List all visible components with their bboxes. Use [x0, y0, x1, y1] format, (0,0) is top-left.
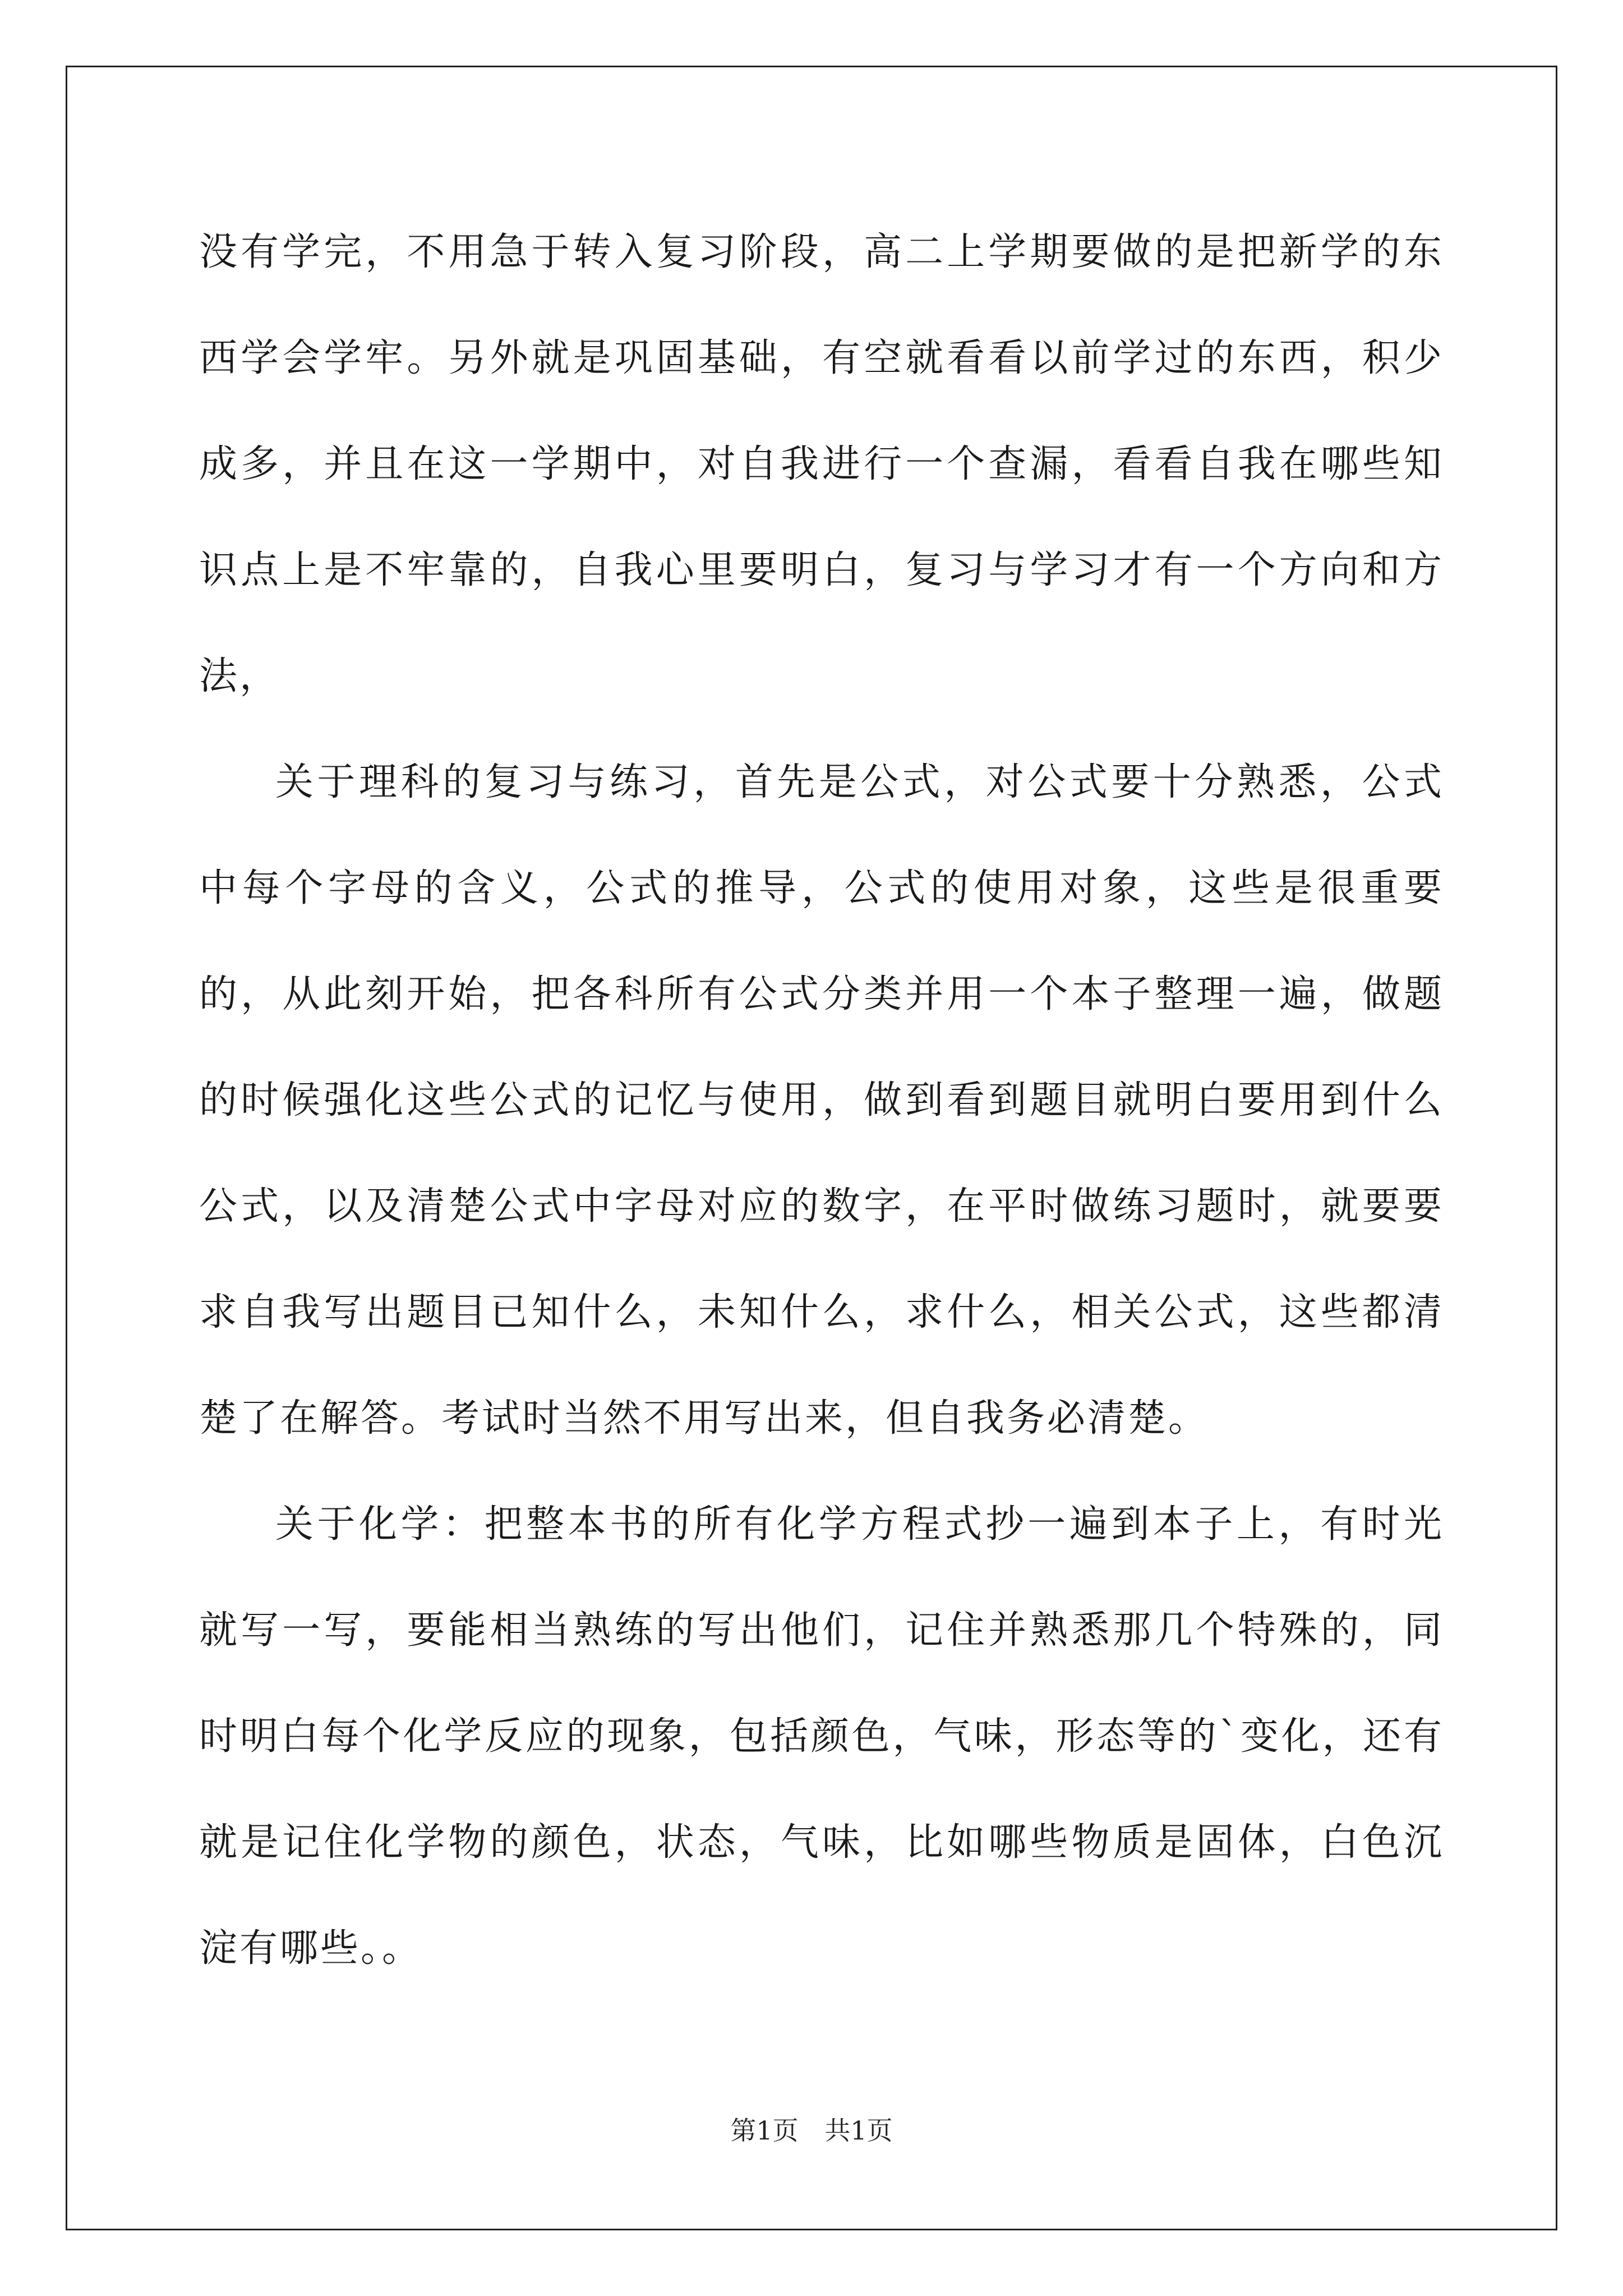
paragraph-chemistry: 关于化学：把整本书的所有化学方程式抄一遍到本子上，有时光就写一写，要能相当熟练的写出他们，记住并熟悉那几个特殊的，同时明白每个化学反应的现象，包括颜色，气味，形态等的`变化，还有就是记住化学物的颜色，状态，气味，比如哪些物质是固体，白色沉淀有哪些。。 — [199, 1502, 1444, 1971]
page-total: 共1页 — [824, 2115, 893, 2146]
paragraph-science-formulas: 关于理科的复习与练习，首先是公式，对公式要十分熟悉，公式中每个字母的含义，公式的推导，公式的使用对象，这些是很重要的，从此刻开始，把各科所有公式分类并用一个本子整理一遍，做题的时候强化这些公式的记忆与使用，做到看到题目就明白要用到什么公式，以及清楚公式中字母对应的数字，在平时做练习题时，就要要求自我写出题目已知什么，未知什么，求什么，相关公式，这些都清楚了在解答。考试时当然不用写出来，但自我务必清楚。 — [199, 760, 1444, 1441]
page-footer — [0, 2114, 1623, 2147]
document-body — [199, 199, 1444, 2001]
paragraph-review-plan: 没有学完，不用急于转入复习阶段，高二上学期要做的是把新学的东西学会学牢。另外就是巩固基础，有空就看看以前学过的东西，积少成多，并且在这一学期中，对自我进行一个查漏，看看自我在哪些知识点上是不牢靠的，自我心里要明白，复习与学习才有一个方向和方法， — [199, 230, 1444, 698]
page-number: 第1页 — [730, 2115, 799, 2146]
